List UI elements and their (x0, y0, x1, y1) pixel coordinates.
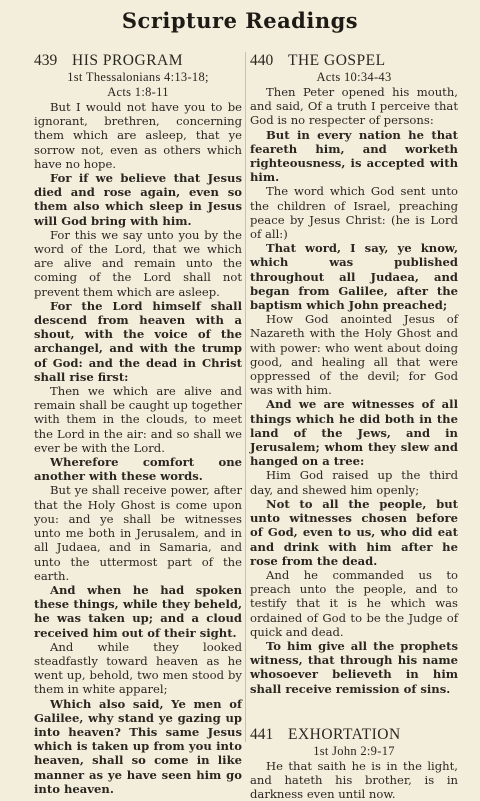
selection-heading (34, 52, 242, 70)
selection-title: EXHORTATION (288, 725, 401, 743)
scripture-reference: Acts 10:34-43 (316, 70, 392, 84)
selection-441 (250, 726, 458, 801)
scripture-references (250, 744, 458, 759)
response-verse: Which also said, Ye men of Galilee, why stand ye gazing up into heaven? This same Jesus which is taken up from you into heaven, shall so come in like manner as ye have seen him go into heaven. (34, 696, 242, 796)
left-column (34, 52, 242, 796)
reader-verse: He that saith he is in the light, and hateth his brother, is in darkness even until now. (250, 758, 458, 801)
response-verse: But in every nation he that feareth him, and worketh righteousness, is accepted with him. (250, 127, 458, 185)
scripture-references (34, 70, 242, 100)
reader-verse: And while they looked steadfastly toward heaven as he went up, behold, two men stood by them in white apparel; (34, 639, 242, 697)
selection-number: 439 (34, 52, 58, 69)
reader-verse: But ye shall receive power, after that the Holy Ghost is come upon you: and ye shall be witnesses unto me both in Jerusalem, and in all Judaea, and in Samaria, and unto the uttermost part of the earth. (34, 483, 242, 583)
reading-text (34, 100, 242, 796)
right-column (250, 52, 458, 801)
response-verse: To him give all the prophets witness, that through his name whosoever believeth in him shall receive remission of sins. (250, 638, 458, 696)
selection-number: 441 (250, 725, 274, 743)
reader-verse: And he commanded us to preach unto the people, and to testify that it is he which was ordained of God to be the Judge of quick and dead. (250, 567, 458, 639)
response-verse: Not to all the people, but unto witnesses chosen before of God, even to us, who did eat and drink with him after he rose from the dead. (250, 496, 458, 568)
response-verse: For the Lord himself shall descend from heaven with a shout, with the voice of the archangel, and with the trump of God: and the dead in Christ shall rise first: (34, 298, 242, 384)
response-verse: Wherefore comfort one another with these words. (34, 455, 242, 484)
reader-verse: Then we which are alive and remain shall be caught up together with them in the clouds, to meet the Lord in the air: and so shall we ever be with the Lord. (34, 384, 242, 455)
selection-title: HIS PROGRAM (72, 52, 184, 69)
response-verse: That word, I say, ye know, which was published throughout all Judaea, and began from Galilee, after the baptism which John preached; (250, 241, 458, 313)
response-verse: And when he had spoken these things, while they beheld, he was taken up; and a cloud received him out of their sight. (34, 582, 242, 640)
reader-verse: Him God raised up the third day, and shewed him openly; (250, 468, 458, 497)
scripture-reference: Acts 1:8-11 (107, 85, 169, 99)
page-header: Scripture Readings (121, 8, 359, 33)
response-verse: For if we believe that Jesus died and rose again, even so them also which sleep in Jesus will God bring with him. (34, 171, 242, 228)
scripture-reference: 1st Thessalonians 4:13-18; (67, 70, 209, 84)
selection-heading (250, 52, 458, 70)
selection-number: 440 (250, 52, 274, 69)
selection-heading (250, 726, 458, 744)
reader-verse: How God anointed Jesus of Nazareth with the Holy Ghost and with power: who went about doing good, and healing all that were oppressed of the devil; for God was with him. (250, 312, 458, 398)
reader-verse: For this we say unto you by the word of the Lord, that we which are alive and remain unto the coming of the Lord shall not prevent them which are asleep. (34, 227, 242, 299)
scripture-reference: 1st John 2:9-17 (313, 743, 395, 758)
scripture-references (250, 70, 458, 85)
response-verse: And we are witnesses of all things which he did both in the land of the Jews, and in Jerusalem; whom they slew and hanged on a tree: (250, 397, 458, 469)
reading-text (250, 85, 458, 696)
reader-verse: The word which God sent unto the children of Israel, preaching peace by Jesus Christ: (he is Lord of all:) (250, 184, 458, 242)
reading-text (250, 759, 458, 801)
reader-verse: Then Peter opened his mouth, and said, Of a truth I perceive that God is no respecter of persons: (250, 85, 458, 128)
selection-title: THE GOSPEL (288, 52, 386, 69)
column-divider (245, 52, 246, 742)
reader-verse: But I would not have you to be ignorant, brethren, concerning them which are asleep, that ye sorrow not, even as others which have no hope. (34, 100, 242, 171)
